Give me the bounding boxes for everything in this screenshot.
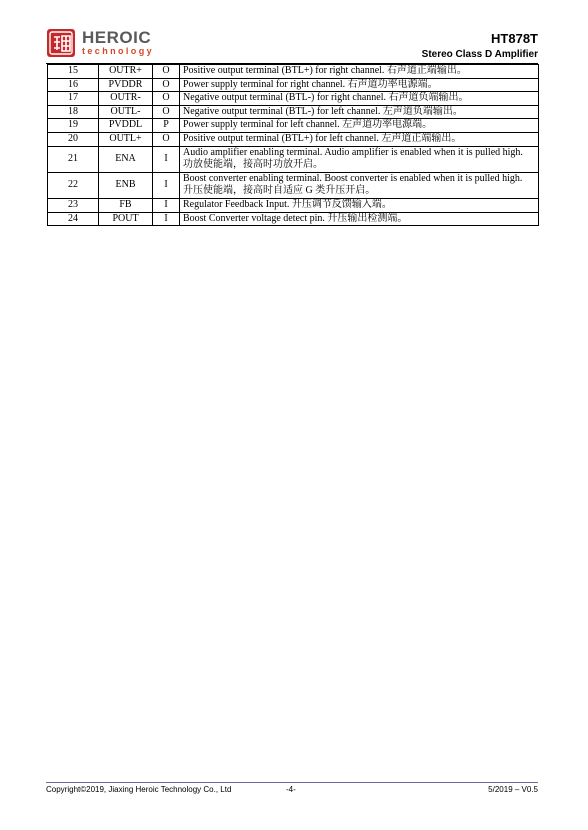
pin-number: 16	[48, 78, 99, 92]
description-line: 升压使能端，接高时自适应 G 类升压开启。	[183, 185, 376, 197]
pin-name: FB	[99, 198, 153, 212]
pin-description	[180, 65, 539, 79]
pin-name: OUTL-	[99, 105, 153, 119]
pin-description	[180, 92, 539, 106]
pin-type: I	[153, 198, 180, 212]
model-number: HT878T	[491, 31, 538, 46]
pin-name: PVDDR	[99, 78, 153, 92]
pin-type: O	[153, 92, 180, 106]
pin-name: ENB	[99, 172, 153, 198]
pin-number: 17	[48, 92, 99, 106]
pin-table-body	[48, 65, 539, 226]
pin-name: OUTR-	[99, 92, 153, 106]
description-line: Boost converter enabling terminal. Boost converter is enabled when it is pulled high.	[183, 172, 523, 184]
pin-type: O	[153, 132, 180, 146]
pin-number: 22	[48, 172, 99, 198]
table-row	[48, 146, 539, 172]
pin-number: 20	[48, 132, 99, 146]
table-row	[48, 212, 539, 226]
brand-name: HEROIC	[82, 28, 152, 47]
table-row	[48, 198, 539, 212]
copyright-text: Copyright©2019, Jiaxing Heroic Technology Co., Ltd	[46, 785, 232, 794]
table-row	[48, 105, 539, 119]
page-footer	[46, 785, 538, 797]
description-line: Negative output terminal (BTL-) for left channel. 左声道负端输出。	[183, 105, 463, 117]
pin-type: O	[153, 78, 180, 92]
pin-description	[180, 105, 539, 119]
pin-description	[180, 78, 539, 92]
pin-type: I	[153, 212, 180, 226]
table-row	[48, 172, 539, 198]
pin-type: I	[153, 146, 180, 172]
description-line: 功放使能端，接高时功放开启。	[183, 159, 323, 171]
brand-tagline: technology	[82, 46, 155, 56]
pin-number: 18	[48, 105, 99, 119]
pin-name: PVDDL	[99, 119, 153, 133]
pin-name: ENA	[99, 146, 153, 172]
table-row	[48, 92, 539, 106]
pin-description-table	[47, 64, 539, 226]
description-line: Power supply terminal for left channel. 左声道功率电源端。	[183, 119, 433, 131]
description-line: Boost Converter voltage detect pin. 升压输出检测端。	[183, 212, 408, 224]
description-line: Negative output terminal (BTL-) for right channel. 右声道负端输出。	[183, 92, 469, 104]
table-row	[48, 65, 539, 79]
page-number: -4-	[286, 785, 296, 794]
pin-type: O	[153, 105, 180, 119]
pin-description	[180, 146, 539, 172]
pin-number: 24	[48, 212, 99, 226]
description-line: Power supply terminal for right channel. 右声道功率电源端。	[183, 78, 438, 90]
footer-divider	[46, 782, 538, 783]
table-row	[48, 78, 539, 92]
pin-name: OUTR+	[99, 65, 153, 79]
pin-number: 15	[48, 65, 99, 79]
description-line: Positive output terminal (BTL+) for right channel. 右声道正端输出。	[183, 65, 467, 76]
pin-description	[180, 172, 539, 198]
pin-number: 23	[48, 198, 99, 212]
pin-description	[180, 119, 539, 133]
document-subtitle: Stereo Class D Amplifier	[421, 49, 538, 60]
pin-type: P	[153, 119, 180, 133]
description-line: Regulator Feedback Input. 升压调节反馈输入端。	[183, 198, 392, 210]
heroic-logo-icon	[46, 28, 76, 58]
page-header	[46, 28, 538, 64]
description-line: Positive output terminal (BTL+) for left channel. 左声道正端输出。	[183, 132, 462, 144]
pin-number: 19	[48, 119, 99, 133]
document-version: 5/2019 – V0.5	[488, 785, 538, 794]
pin-description	[180, 198, 539, 212]
brand	[82, 29, 154, 57]
pin-number: 21	[48, 146, 99, 172]
table-row	[48, 119, 539, 133]
pin-name: OUTL+	[99, 132, 153, 146]
pin-description	[180, 132, 539, 146]
table-row	[48, 132, 539, 146]
pin-description	[180, 212, 539, 226]
description-line: Audio amplifier enabling terminal. Audio amplifier is enabled when it is pulled high.	[183, 146, 523, 158]
pin-type: I	[153, 172, 180, 198]
pin-name: POUT	[99, 212, 153, 226]
pin-type: O	[153, 65, 180, 79]
